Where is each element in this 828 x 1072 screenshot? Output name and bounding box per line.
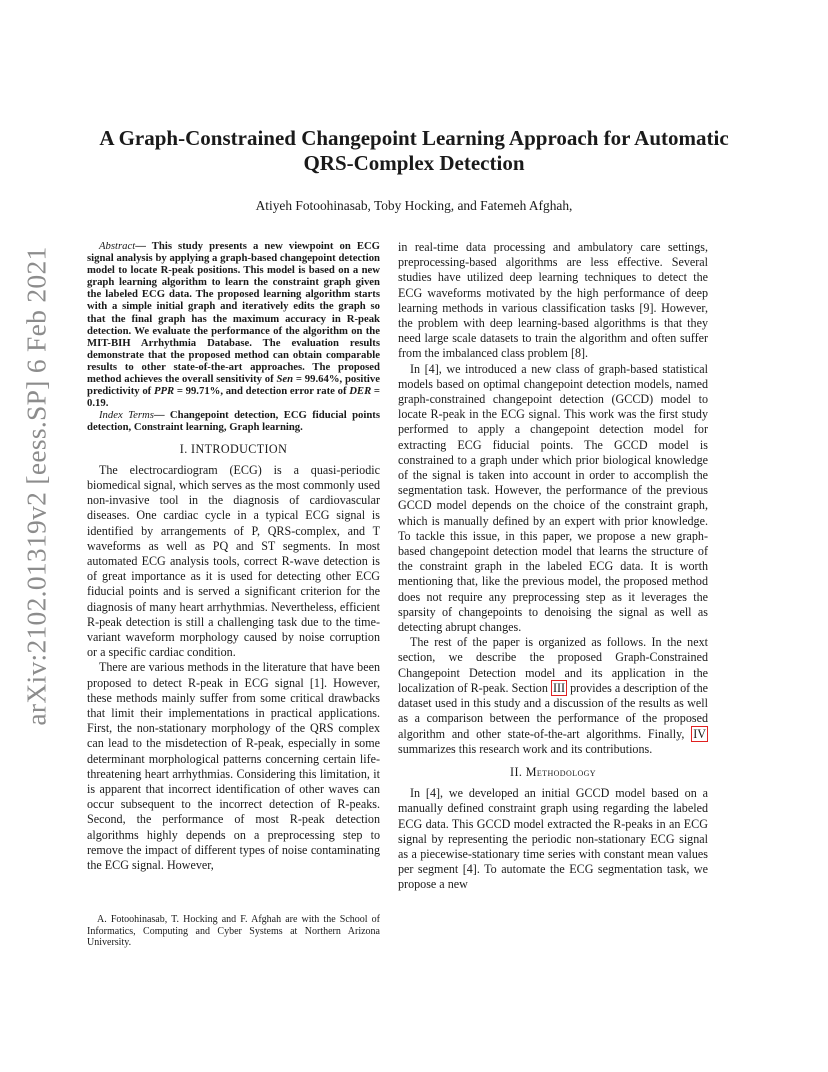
abstract-dash: — <box>135 240 146 252</box>
intro-paragraph-1: The electrocardiogram (ECG) is a quasi-periodic biomedical signal, which serves as the most commonly used non-invasive tool in the diagnosis of cardiovascular diseases. One cardiac cycle in a typical ECG signal is identified by arrangements of P, QRS-complex, and T waveforms as well as PQ and ST segments. In most automated ECG analysis tools, correct R-wave detection is of great importance as it is used for detecting other ECG fiducial points and is served a significant criterion for the diagnosis of many heart arrhythmias. Nevertheless, efficient R-peak detection is still a challenging task due to the time-variant waveform morphology caused by noise corruption or a specific cardiac condition. <box>87 462 380 660</box>
paper-title: A Graph-Constrained Changepoint Learning Approach for Automatic QRS-Complex Detection <box>99 126 729 175</box>
section-ref-link-iv[interactable]: IV <box>693 726 706 741</box>
section-heading-methodology: II. Methodology <box>510 764 596 779</box>
intro-paragraph-2: There are various methods in the literature that have been proposed to detect R-peak in ECG signal [1]. However, these methods mainly suffer from some critical drawbacks that limit their implementations in practical applications. First, the non-stationary morphology of the QRS complex can lead to the misdetection of R-peak, especially in some determinant morphological patterns concerning certain life-threatening heart arrhythmias. Considering this limitation, it is apparent that incorrect identification of other waves can occur subsequent to the incorrect detection of R-peaks. Second, the performance of most R-peak detection algorithms highly depends on a preprocessing step to remove the impact of different types of noise contaminating the ECG signal. However, <box>87 660 380 872</box>
left-column <box>87 240 380 873</box>
arxiv-id-text: arXiv:2102.01319v2 [eess.SP] 6 Feb 2021 <box>21 246 52 726</box>
section-ref-link-iii[interactable]: III <box>552 680 566 695</box>
intro-p5-text-b: provides a description of the dataset used in this study and a discussion of the results as well as a comparison between the performance of the proposed algorithm and other state-of-the-art algorithms. Finally, <box>398 680 708 741</box>
index-terms <box>87 409 380 433</box>
right-column <box>398 240 708 893</box>
abstract <box>87 240 380 409</box>
methodology-paragraph-1: In [4], we developed an initial GCCD model based on a manually defined constraint graph using regarding the labeled ECG data. This GCCD model extracted the R-peaks in an ECG signal by representing the periodic non-stationary ECG signal as a piecewise-stationary time series with constant mean values per segment [4]. To automate the ECG segmentation task, we propose a new <box>398 786 708 892</box>
abstract-text-3: = 99.71%, and detection error rate of <box>174 385 350 398</box>
intro-paragraph-5 <box>398 635 708 757</box>
author-list: Atiyeh Fotoohinasab, Toby Hocking, and Fatemeh Afghah, <box>255 198 573 213</box>
abstract-text-1: This study presents a new viewpoint on ECG signal analysis by applying a graph-based changepoint detection model to locate R-peak positions. This model is based on a new graph learning algorithm to learn the constraint graph given the labeled ECG data. The proposed learning algorithm starts with a simple initial graph and iteratively edits the graph so that the final graph has the maximum accuracy in R-peak detection. We evaluate the performance of the algorithm on the MIT-BIH Arrhythmia Database. The evaluation results demonstrate that the proposed method can obtain comparable results to other state-of-the-art approaches. The proposed method achieves the overall sensitivity of <box>87 240 380 386</box>
intro-p5-text-c: summarizes this research work and its contributions. <box>398 741 653 756</box>
index-terms-text: Changepoint detection, ECG fiducial points detection, Constraint learning, Graph learning. <box>87 409 380 434</box>
abstract-text-4: = 0.19. <box>87 385 380 410</box>
author-affiliation-footnote: A. Fotoohinasab, T. Hocking and F. Afghah are with the School of Informatics, Computing and Cyber Systems at Northern Arizona University. <box>87 914 380 949</box>
index-terms-lead: Index Terms <box>99 409 154 422</box>
intro-paragraph-4: In [4], we introduced a new class of graph-based statistical models based on optimal changepoint detection models, named graph-constrained changepoint detection (GCCD) model to locate R-peak in the ECG signal. This work was the first study performed to apply a changepoint detection model for extracting ECG fiducial points. The GCCD model is constrained to a graph under which prior biological knowledge of the signal is taken into account in order to accomplish the segmentation task. However, the performance of the previous GCCD model depends on the choice of the constraint graph, which is manually defined by an expert with prior knowledge. To tackle this issue, in this paper, we propose a new graph-based changepoint detection model that learns the structure of the constraint graph in the labeled ECG data. It is worth mentioning that, like the previous model, the proposed method does not require any preprocessing step as it leverages the sparsity of changepoints to denoising the signal as well as detecting abrupt changes. <box>398 361 708 635</box>
abstract-der: DER <box>349 385 372 398</box>
intro-paragraph-3: in real-time data processing and ambulatory care settings, preprocessing-based algorithms are less effective. Several studies have utilized deep learning techniques to detect the ECG waveforms motivated by the high performance of deep learning methods in various classification tasks [9]. However, the problem with deep learning-based algorithms is that they need large scale datasets to train the algorithm and often suffer from the imbalanced class problem [8]. <box>398 240 708 361</box>
abstract-text-2: = 99.64%, positive predictivity of <box>87 373 380 398</box>
abstract-lead: Abstract <box>99 240 136 252</box>
section-heading-introduction: I. INTRODUCTION <box>179 441 288 456</box>
abstract-ppr: PPR <box>153 385 175 398</box>
abstract-sen: Sen <box>276 373 294 386</box>
intro-p5-text-a: The rest of the paper is organized as follows. In the next section, we describe the proposed Graph-Constrained Changepoint Detection model and its application in the localization of R-peak. Section <box>398 635 708 695</box>
arxiv-side-identifier <box>12 246 62 726</box>
index-terms-dash: — <box>153 409 165 422</box>
